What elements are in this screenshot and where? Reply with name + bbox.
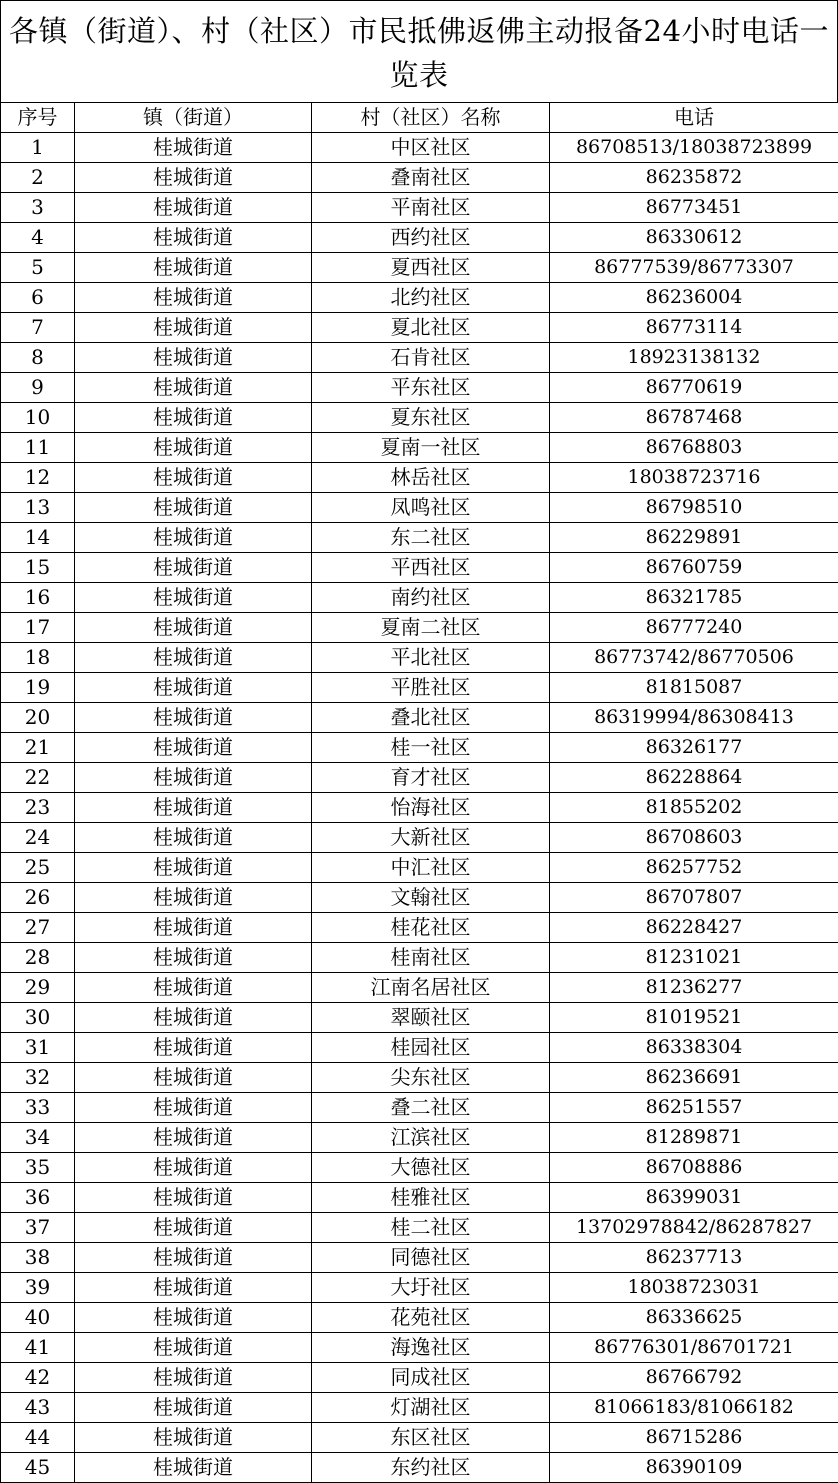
- row-phone: 86708603: [550, 823, 838, 853]
- row-community: 东约社区: [312, 1453, 550, 1483]
- row-community: 夏南二社区: [312, 613, 550, 643]
- row-index: 32: [1, 1063, 75, 1093]
- row-index: 28: [1, 943, 75, 973]
- row-phone: 81236277: [550, 973, 838, 1003]
- sheet-title: 各镇（街道）、村（社区）市民抵佛返佛主动报备24小时电话一览表: [0, 0, 838, 102]
- row-town: 桂城街道: [75, 1213, 312, 1243]
- row-town: 桂城街道: [75, 703, 312, 733]
- row-community: 夏西社区: [312, 253, 550, 283]
- row-community: 桂一社区: [312, 733, 550, 763]
- row-phone: 86235872: [550, 163, 838, 193]
- table-row: [1, 673, 838, 703]
- row-phone: 86770619: [550, 373, 838, 403]
- row-index: 22: [1, 763, 75, 793]
- row-index: 34: [1, 1123, 75, 1153]
- row-phone: 86715286: [550, 1423, 838, 1453]
- table-row: [1, 1123, 838, 1153]
- row-phone: 81815087: [550, 673, 838, 703]
- row-town: 桂城街道: [75, 523, 312, 553]
- table-row: [1, 1183, 838, 1213]
- row-community: 桂雅社区: [312, 1183, 550, 1213]
- row-town: 桂城街道: [75, 673, 312, 703]
- table-row: [1, 1033, 838, 1063]
- row-town: 桂城街道: [75, 613, 312, 643]
- table-row: [1, 1273, 838, 1303]
- table-row: [1, 1423, 838, 1453]
- row-town: 桂城街道: [75, 1183, 312, 1213]
- table-row: [1, 703, 838, 733]
- row-index: 19: [1, 673, 75, 703]
- row-phone: 86766792: [550, 1363, 838, 1393]
- row-community: 叠北社区: [312, 703, 550, 733]
- row-phone: 86228864: [550, 763, 838, 793]
- row-community: 海逸社区: [312, 1333, 550, 1363]
- row-phone: 86229891: [550, 523, 838, 553]
- row-community: 桂南社区: [312, 943, 550, 973]
- row-phone: 86326177: [550, 733, 838, 763]
- row-town: 桂城街道: [75, 643, 312, 673]
- table-row: [1, 553, 838, 583]
- row-town: 桂城街道: [75, 1363, 312, 1393]
- table-row: [1, 403, 838, 433]
- row-town: 桂城街道: [75, 1453, 312, 1483]
- table-row: [1, 1363, 838, 1393]
- row-index: 9: [1, 373, 75, 403]
- row-phone: 86236004: [550, 283, 838, 313]
- table-row: [1, 163, 838, 193]
- table-row: [1, 1153, 838, 1183]
- row-community: 平胜社区: [312, 673, 550, 703]
- row-town: 桂城街道: [75, 1153, 312, 1183]
- row-index: 18: [1, 643, 75, 673]
- row-community: 桂花社区: [312, 913, 550, 943]
- row-phone: 86787468: [550, 403, 838, 433]
- table-row: [1, 583, 838, 613]
- row-community: 夏北社区: [312, 313, 550, 343]
- row-community: 花苑社区: [312, 1303, 550, 1333]
- row-town: 桂城街道: [75, 253, 312, 283]
- row-community: 同成社区: [312, 1363, 550, 1393]
- row-phone: 81231021: [550, 943, 838, 973]
- row-index: 29: [1, 973, 75, 1003]
- row-index: 12: [1, 463, 75, 493]
- row-phone: 86773114: [550, 313, 838, 343]
- row-phone: 18923138132: [550, 343, 838, 373]
- row-town: 桂城街道: [75, 313, 312, 343]
- row-index: 26: [1, 883, 75, 913]
- table-row: [1, 133, 838, 163]
- row-index: 35: [1, 1153, 75, 1183]
- row-index: 10: [1, 403, 75, 433]
- row-community: 同德社区: [312, 1243, 550, 1273]
- row-town: 桂城街道: [75, 1333, 312, 1363]
- row-phone: 86707807: [550, 883, 838, 913]
- row-community: 西约社区: [312, 223, 550, 253]
- row-index: 8: [1, 343, 75, 373]
- row-index: 42: [1, 1363, 75, 1393]
- row-phone: 86776301/86701721: [550, 1333, 838, 1363]
- row-community: 东二社区: [312, 523, 550, 553]
- row-community: 平东社区: [312, 373, 550, 403]
- row-town: 桂城街道: [75, 1063, 312, 1093]
- table-row: [1, 823, 838, 853]
- row-phone: 86336625: [550, 1303, 838, 1333]
- row-phone: 18038723031: [550, 1273, 838, 1303]
- table-row: [1, 1063, 838, 1093]
- row-index: 6: [1, 283, 75, 313]
- table-row: [1, 463, 838, 493]
- row-town: 桂城街道: [75, 733, 312, 763]
- row-phone: 86760759: [550, 553, 838, 583]
- row-phone: 13702978842/86287827: [550, 1213, 838, 1243]
- row-index: 15: [1, 553, 75, 583]
- header-phone: 电话: [550, 103, 838, 133]
- row-index: 13: [1, 493, 75, 523]
- row-community: 大新社区: [312, 823, 550, 853]
- header-town: 镇（街道）: [75, 103, 312, 133]
- row-index: 20: [1, 703, 75, 733]
- row-index: 3: [1, 193, 75, 223]
- row-town: 桂城街道: [75, 1303, 312, 1333]
- row-phone: 86773451: [550, 193, 838, 223]
- table-row: [1, 613, 838, 643]
- row-town: 桂城街道: [75, 133, 312, 163]
- row-phone: 86330612: [550, 223, 838, 253]
- row-phone: 18038723716: [550, 463, 838, 493]
- table-row: [1, 1093, 838, 1123]
- row-index: 1: [1, 133, 75, 163]
- table-row: [1, 853, 838, 883]
- row-index: 27: [1, 913, 75, 943]
- row-community: 南约社区: [312, 583, 550, 613]
- row-index: 25: [1, 853, 75, 883]
- table-row: [1, 373, 838, 403]
- row-index: 24: [1, 823, 75, 853]
- table-row: [1, 1393, 838, 1423]
- table-row: [1, 493, 838, 523]
- table-row: [1, 1213, 838, 1243]
- row-town: 桂城街道: [75, 493, 312, 523]
- row-phone: 86338304: [550, 1033, 838, 1063]
- table-row: [1, 973, 838, 1003]
- row-town: 桂城街道: [75, 283, 312, 313]
- row-town: 桂城街道: [75, 913, 312, 943]
- row-community: 大德社区: [312, 1153, 550, 1183]
- table-row: [1, 313, 838, 343]
- row-index: 45: [1, 1453, 75, 1483]
- row-town: 桂城街道: [75, 1033, 312, 1063]
- row-community: 尖东社区: [312, 1063, 550, 1093]
- row-town: 桂城街道: [75, 793, 312, 823]
- row-community: 桂二社区: [312, 1213, 550, 1243]
- row-community: 林岳社区: [312, 463, 550, 493]
- row-community: 江南名居社区: [312, 973, 550, 1003]
- row-community: 平南社区: [312, 193, 550, 223]
- row-town: 桂城街道: [75, 373, 312, 403]
- row-town: 桂城街道: [75, 1273, 312, 1303]
- table-row: [1, 763, 838, 793]
- table-row: [1, 1453, 838, 1483]
- table-row: [1, 913, 838, 943]
- row-phone: 86257752: [550, 853, 838, 883]
- row-community: 怡海社区: [312, 793, 550, 823]
- row-phone: 86237713: [550, 1243, 838, 1273]
- contact-table: [0, 102, 838, 1483]
- row-community: 桂园社区: [312, 1033, 550, 1063]
- row-town: 桂城街道: [75, 1093, 312, 1123]
- row-town: 桂城街道: [75, 1003, 312, 1033]
- row-community: 文翰社区: [312, 883, 550, 913]
- row-community: 平西社区: [312, 553, 550, 583]
- row-index: 40: [1, 1303, 75, 1333]
- row-phone: 86768803: [550, 433, 838, 463]
- row-phone: 86399031: [550, 1183, 838, 1213]
- row-phone: 86777240: [550, 613, 838, 643]
- row-community: 翠颐社区: [312, 1003, 550, 1033]
- table-row: [1, 223, 838, 253]
- table-row: [1, 883, 838, 913]
- row-town: 桂城街道: [75, 403, 312, 433]
- row-index: 36: [1, 1183, 75, 1213]
- row-town: 桂城街道: [75, 1423, 312, 1453]
- row-index: 21: [1, 733, 75, 763]
- row-index: 39: [1, 1273, 75, 1303]
- row-phone: 81019521: [550, 1003, 838, 1033]
- table-row: [1, 1243, 838, 1273]
- row-index: 5: [1, 253, 75, 283]
- table-row: [1, 943, 838, 973]
- table-row: [1, 283, 838, 313]
- row-community: 中区社区: [312, 133, 550, 163]
- row-index: 44: [1, 1423, 75, 1453]
- row-index: 17: [1, 613, 75, 643]
- row-index: 11: [1, 433, 75, 463]
- row-town: 桂城街道: [75, 823, 312, 853]
- row-index: 33: [1, 1093, 75, 1123]
- row-town: 桂城街道: [75, 163, 312, 193]
- row-phone: 86708886: [550, 1153, 838, 1183]
- row-index: 31: [1, 1033, 75, 1063]
- row-index: 43: [1, 1393, 75, 1423]
- table-row: [1, 343, 838, 373]
- row-index: 37: [1, 1213, 75, 1243]
- row-index: 38: [1, 1243, 75, 1273]
- row-phone: 86319994/86308413: [550, 703, 838, 733]
- row-community: 石肯社区: [312, 343, 550, 373]
- row-index: 7: [1, 313, 75, 343]
- table-row: [1, 523, 838, 553]
- row-phone: 86798510: [550, 493, 838, 523]
- row-phone: 86228427: [550, 913, 838, 943]
- row-phone: 86251557: [550, 1093, 838, 1123]
- row-phone: 81289871: [550, 1123, 838, 1153]
- row-phone: 86390109: [550, 1453, 838, 1483]
- table-header-row: [1, 103, 838, 133]
- row-community: 叠南社区: [312, 163, 550, 193]
- row-town: 桂城街道: [75, 463, 312, 493]
- row-phone: 81855202: [550, 793, 838, 823]
- row-community: 凤鸣社区: [312, 493, 550, 523]
- table-row: [1, 193, 838, 223]
- table-row: [1, 793, 838, 823]
- row-index: 23: [1, 793, 75, 823]
- row-town: 桂城街道: [75, 343, 312, 373]
- row-town: 桂城街道: [75, 193, 312, 223]
- table-row: [1, 1003, 838, 1033]
- row-index: 2: [1, 163, 75, 193]
- row-town: 桂城街道: [75, 883, 312, 913]
- row-community: 中汇社区: [312, 853, 550, 883]
- row-index: 30: [1, 1003, 75, 1033]
- row-town: 桂城街道: [75, 943, 312, 973]
- row-community: 夏南一社区: [312, 433, 550, 463]
- row-community: 江滨社区: [312, 1123, 550, 1153]
- row-phone: 86773742/86770506: [550, 643, 838, 673]
- row-town: 桂城街道: [75, 973, 312, 1003]
- row-town: 桂城街道: [75, 1393, 312, 1423]
- row-phone: 86708513/18038723899: [550, 133, 838, 163]
- table-row: [1, 1303, 838, 1333]
- row-phone: 86777539/86773307: [550, 253, 838, 283]
- row-town: 桂城街道: [75, 553, 312, 583]
- row-phone: 86236691: [550, 1063, 838, 1093]
- row-community: 叠二社区: [312, 1093, 550, 1123]
- row-town: 桂城街道: [75, 433, 312, 463]
- row-community: 夏东社区: [312, 403, 550, 433]
- row-community: 灯湖社区: [312, 1393, 550, 1423]
- table-row: [1, 433, 838, 463]
- row-town: 桂城街道: [75, 583, 312, 613]
- table-row: [1, 1333, 838, 1363]
- row-town: 桂城街道: [75, 223, 312, 253]
- row-community: 大圩社区: [312, 1273, 550, 1303]
- row-index: 16: [1, 583, 75, 613]
- row-town: 桂城街道: [75, 1123, 312, 1153]
- table-row: [1, 733, 838, 763]
- row-community: 东区社区: [312, 1423, 550, 1453]
- row-index: 4: [1, 223, 75, 253]
- row-community: 平北社区: [312, 643, 550, 673]
- table-row: [1, 253, 838, 283]
- row-community: 北约社区: [312, 283, 550, 313]
- header-index: 序号: [1, 103, 75, 133]
- table-row: [1, 643, 838, 673]
- row-phone: 86321785: [550, 583, 838, 613]
- row-community: 育才社区: [312, 763, 550, 793]
- row-town: 桂城街道: [75, 853, 312, 883]
- row-phone: 81066183/81066182: [550, 1393, 838, 1423]
- table-body: [1, 133, 838, 1483]
- row-town: 桂城街道: [75, 763, 312, 793]
- row-index: 41: [1, 1333, 75, 1363]
- header-community: 村（社区）名称: [312, 103, 550, 133]
- row-town: 桂城街道: [75, 1243, 312, 1273]
- row-index: 14: [1, 523, 75, 553]
